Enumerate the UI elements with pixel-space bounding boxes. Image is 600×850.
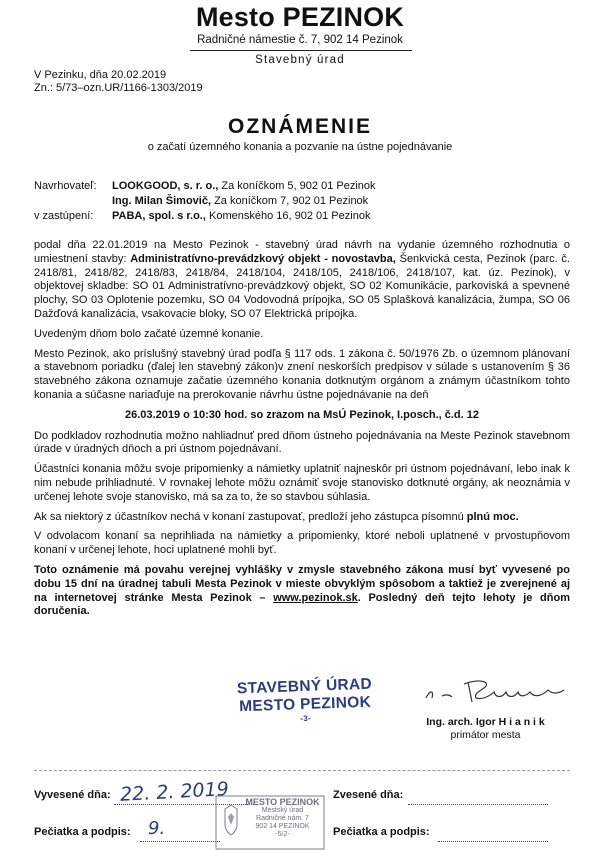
proposer-2 [112,194,376,209]
reference-number: Zn.: 5/73–ozn.UR/1166-1303/2019 [34,82,203,94]
website-link[interactable]: www.pezinok.sk [273,591,358,604]
round-stamp-line4: 902 14 PEZINOK [255,823,310,830]
header-divider [190,50,412,51]
proposer-1-name: LOOKGOOD, s. r. o., [112,180,219,192]
paragraph-representation: Ak sa niektorý z účastníkov nechá v konaní zastupovať, predloží jeho zástupca písomnú plnú moc. [34,510,519,523]
signer-name: Ing. arch. Igor H i a n i k [426,716,545,728]
paragraph-documents: Do podkladov rozhodnutia možno nahliadnuť pred dňom ústneho pojednávania na Meste Pezinok stavebnom úrade v úradných dňoch a pri ústnom pojednávaní. [34,429,570,456]
removed-line [408,804,548,805]
paragraph-appeal: V odvolacom konaní sa neprihliada na námietky a pripomienky, ktoré neboli uplatnené v prvostupňovom konaní v určenej lehote, hoci uplatnené mohli byť. [34,530,570,557]
stamp-line-left [140,841,220,842]
power-of-attorney: plnú moc. [466,510,519,523]
document-title: OZNÁMENIE [228,115,372,138]
footer-divider [34,770,570,771]
representative-name: PABA, spol. s r.o., [112,210,206,222]
city-header: Mesto PEZINOK [195,2,405,32]
round-stamp-text [240,797,325,839]
building-name: Administratívno-prevádzkový objekt - novostavba, [130,252,396,265]
stamp-line-right [438,841,548,842]
paragraph-authority: Mesto Pezinok, ako príslušný stavebný úrad podľa § 117 ods. 1 zákona č. 50/1976 Zb. o územnom plánovaní a stavebnom poriadku (ďalej len stavebný zákon)v znení neskorších predpisov v súlade s ustanovením § 36 stavebného zákona oznamuje začatie územného konania dotknutým orgánom a známym účastníkom tohto konania a súčasne nariaďuje na prerokovanie návrhu ústne pojednávanie na deň [34,347,570,401]
round-stamp-line3: Radničné nám. 7 [256,815,309,822]
stamp-signature-label-right: Pečiatka a podpis: [333,826,430,838]
posted-date-handwritten: 22. 2. 2019 [119,778,230,806]
round-stamp-line5: -5/2- [275,831,290,838]
signer-role: primátor mesta [450,729,521,741]
representative [112,209,376,224]
representative-address: Komenského 16, 902 01 Pezinok [205,210,371,222]
posted-label: Vyvesené dňa: [34,789,111,801]
round-stamp-line1: MESTO PEZINOK [245,797,320,807]
city-address: Radničné námestie č. 7, 902 14 Pezinok [197,34,403,46]
paragraph-public-notice: Toto oznámenie má povahu verejnej vyhlášky v zmysle stavebného zákona musí byť vyvesené po dobu 15 dní na úradnej tabuli Mesta Pezinok v mieste obvyklým spôsobom a taktiež je zverejnené aj na internetovej stránke Mesta Pezinok – www.pezinok.sk. Posledný deň tejto lehoty je dňom doručenia. [34,563,570,618]
hearing-date: 26.03.2019 o 10:30 hod. so zrazom na MsÚ Pezinok, I.posch., č.d. 12 [125,408,479,421]
proposer-1 [112,179,376,194]
paragraph-objections: Účastníci konania môžu svoje pripomienky a námietky uplatniť najneskôr pri ústnom pojednávaní, lebo inak k nim nebude prihliadnuté. V rovnakej lehote môžu oznámiť svoje stanovisko dotknuté orgány, ak neoznámia v určenej lehote svoje stanovisko, má sa za to, že so stavbou súhlasia. [34,463,570,503]
document-subtitle: o začatí územného konania a pozvanie na ústne pojednávanie [147,141,453,153]
signer-block [398,716,573,742]
paragraph-proposal: podal dňa 22.01.2019 na Mesto Pezinok - stavebný úrad návrh na vydanie územného rozhodnutia o umiestnení stavby: Administratívno-prevádzkový objekt - novostavba, Šenkvická cesta, Pezinok (parc. č. 2418/81, 2418/82, 2418/83, 2418/84, 2418/104, 2418/105, 2418/106, 2418/107, kat. úz. Pezinok), v objektovej skladbe: SO 01 Administratívno-prevádzkový objekt, SO 02 Komunikácie, parkoviská a spevnené plochy, SO 03 Oplotenie pozemku, SO 04 Vodovodná prípojka, SO 05 Splašková kanalizácia, žumpa, SO 06 Dažďová kanalizácia, vsakovacie bloky, SO 07 Elektrická prípojka. [34,239,570,320]
proposer-label: Navrhovateľ: [34,180,97,192]
signature-mark: 9. [148,818,166,839]
office-stamp [224,675,386,727]
proposer-2-address: Za koníčkom 7, 902 01 Pezinok [211,195,369,207]
paragraph-start: Uvedeným dňom bolo začaté územné konanie. [34,327,264,340]
proposer-2-name: Ing. Milan Šimovič, [112,195,212,207]
stamp-signature-label-left: Pečiatka a podpis: [34,826,131,838]
removed-label: Zvesené dňa: [333,789,404,801]
parties-block [34,179,376,224]
representative-label: v zastúpení: [34,210,94,222]
office-stamp-line2: MESTO PEZINOK [238,693,372,716]
document-meta [34,69,203,95]
proposer-1-address: Za koníčkom 5, 902 01 Pezinok [218,180,376,192]
handwritten-signature [420,676,570,706]
body-text [34,239,570,625]
office-stamp-line1: STAVEBNÝ ÚRAD [236,675,373,698]
round-stamp-line2: Mestský úrad [261,807,304,814]
date-line: V Pezinku, dňa 20.02.2019 [34,69,167,81]
office-stamp-number: -3- [300,713,312,724]
office-name: Stavebný úrad [255,54,345,66]
